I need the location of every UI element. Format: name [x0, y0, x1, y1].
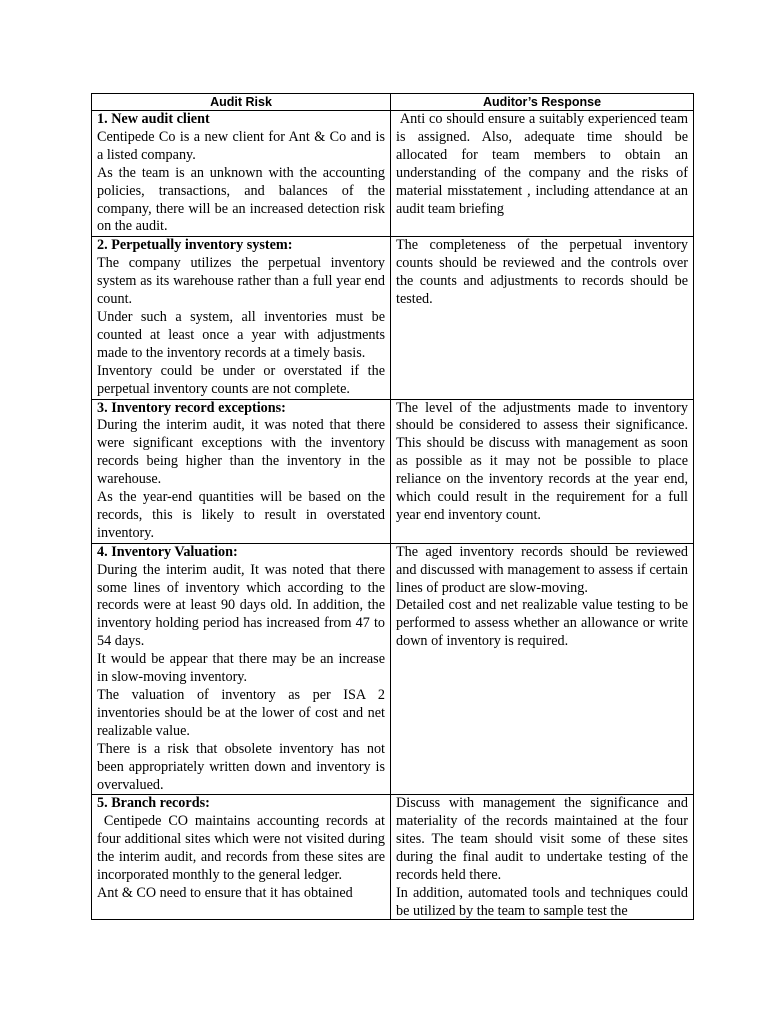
response-paragraph: The aged inventory records should be reviewed and discussed with management to assess if certain lines of product are slow-moving.: [396, 543, 688, 596]
risk-title: 1. New audit client: [97, 111, 210, 127]
risk-paragraph: Centipede CO maintains accounting records at four additional sites which were not visited during the interim audit, and records from these sites are incorporated monthly to the general ledger.: [97, 813, 389, 884]
table-row: [92, 237, 694, 399]
response-paragraph: In addition, automated tools and techniques could be utilized by the team to sample test the: [396, 884, 688, 919]
risk-cell: [92, 543, 391, 795]
risk-cell: [92, 795, 391, 920]
risk-title: 4. Inventory Valuation:: [97, 543, 238, 560]
risk-title: 3. Inventory record exceptions:: [97, 399, 286, 416]
risk-title: 2. Perpetually inventory system:: [97, 237, 293, 254]
header-audit-risk: Audit Risk: [92, 94, 391, 111]
response-paragraph: Discuss with management the significance and materiality of the records maintained at the four sites. The team should visit some of these sites during the final audit to undertake testing of the records held there.: [396, 795, 688, 884]
risk-cell: [92, 399, 391, 543]
audit-risk-table: [91, 93, 694, 920]
table-row: [92, 399, 694, 543]
table-row: [92, 111, 694, 237]
header-auditor-response: Auditor’s Response: [391, 94, 694, 111]
risk-paragraph: Centipede Co is a new client for Ant & Co and is a listed company.: [97, 128, 385, 163]
risk-paragraph: There is a risk that obsolete inventory has not been appropriately written down and inventory is overvalued.: [97, 740, 385, 793]
risk-paragraph: During the interim audit, it was noted that there were significant exceptions with the inventory records being higher than the inventory in the warehouse.: [97, 417, 385, 488]
response-cell: [391, 795, 694, 920]
risk-paragraph: Ant & CO need to ensure that it has obtained: [97, 884, 353, 901]
risk-paragraph: As the year-end quantities will be based on the records, this is likely to result in overstated inventory.: [97, 489, 385, 541]
table-row: [92, 795, 694, 920]
table-row: [92, 543, 694, 795]
risk-paragraph: The valuation of inventory as per ISA 2 inventories should be at the lower of cost and net realizable value.: [97, 687, 385, 739]
response-paragraph: Anti co should ensure a suitably experienced team is assigned. Also, adequate time should be allocated for team members to obtain an understanding of the company and the risks of material misstatement , including attendance at an audit team briefing: [396, 111, 692, 217]
response-cell: [391, 543, 694, 795]
risk-paragraph: As the team is an unknown with the accounting policies, transactions, and balances of the company, there will be an increased detection risk on the audit.: [97, 164, 385, 235]
risk-paragraph: During the interim audit, It was noted that there some lines of inventory which according to the records were at least 90 days old. In addition, the inventory holding period has increased from 47 to 54 days.: [97, 561, 385, 650]
response-cell: [391, 399, 694, 543]
risk-paragraph: Under such a system, all inventories must be counted at least once a year with adjustments made to the inventory records at a timely basis.: [97, 308, 385, 361]
response-paragraph: The level of the adjustments made to inventory should be considered to assess their significance. This should be discuss with management as soon as possible as it may not be possible to place reliance on the inventory records at the year end, which could result in the requirement for a full year end inventory count.: [396, 399, 688, 523]
response-cell: [391, 111, 694, 237]
risk-paragraph: Inventory could be under or overstated if the perpetual inventory counts are not complete.: [97, 362, 385, 397]
risk-cell: [92, 111, 391, 237]
risk-cell: [92, 237, 391, 399]
risk-paragraph: It would be appear that there may be an increase in slow-moving inventory.: [97, 651, 385, 686]
response-paragraph: Detailed cost and net realizable value testing to be performed to assess whether an allowance or write down of inventory is required.: [396, 597, 688, 650]
table-header-row: [92, 94, 694, 111]
response-cell: [391, 237, 694, 399]
response-paragraph: The completeness of the perpetual inventory counts should be reviewed and the controls over the counts and adjustments to records should be tested.: [396, 237, 688, 308]
risk-title: 5. Branch records:: [97, 795, 210, 812]
risk-paragraph: The company utilizes the perpetual inventory system as its warehouse rather than a full year end count.: [97, 255, 385, 308]
